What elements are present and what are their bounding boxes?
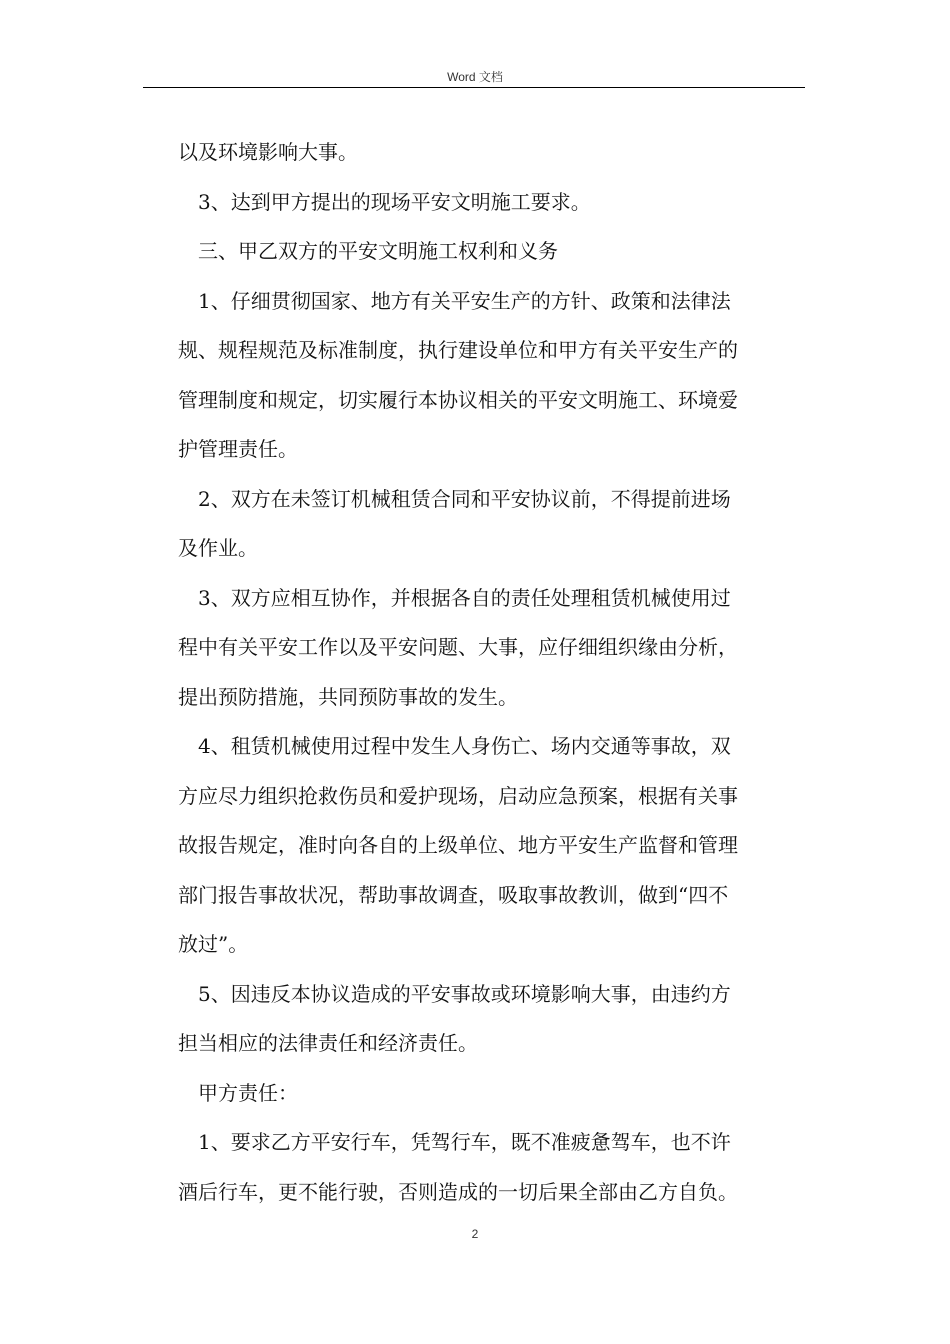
text-line: 1、仔细贯彻国家、地方有关平安生产的方针、政策和法律法 — [198, 288, 731, 313]
text-line: 甲方责任： — [198, 1080, 298, 1105]
text-line: 管理制度和规定，切实履行本协议相关的平安文明施工、环境爱 — [178, 387, 738, 412]
text-line: 程中有关平安工作以及平安问题、大事，应仔细组织缘由分析， — [178, 635, 738, 659]
page-number: 2 — [471, 1227, 479, 1241]
document-body — [178, 128, 810, 1217]
text-line: 4、租赁机械使用过程中发生人身伤亡、场内交通等事故，双 — [198, 734, 731, 758]
text-line: 部门报告事故状况，帮助事故调查，吸取事故教训，做到“四不 — [178, 882, 729, 907]
text-line: 护管理责任。 — [178, 437, 298, 461]
page-header-label: Word 文档 — [447, 70, 503, 84]
text-line: 规、规程规范及标准制度，执行建设单位和甲方有关平安生产的 — [178, 338, 738, 362]
text-line: 5、因违反本协议造成的平安事故或环境影响大事，由违约方 — [198, 981, 731, 1006]
text-line: 1、要求乙方平安行车，凭驾行车，既不准疲惫驾车，也不许 — [198, 1130, 731, 1154]
text-line: 以及环境影响大事。 — [178, 140, 358, 164]
text-line: 担当相应的法律责任和经济责任。 — [178, 1031, 478, 1055]
text-line: 酒后行车，更不能行驶，否则造成的一切后果全部由乙方自负。 — [178, 1179, 738, 1204]
text-line: 2、双方在未签订机械租赁合同和平安协议前，不得提前进场 — [198, 486, 731, 511]
text-line: 3、双方应相互协作，并根据各自的责任处理租赁机械使用过 — [198, 585, 731, 610]
header-divider — [143, 87, 805, 88]
text-line: 及作业。 — [178, 536, 258, 560]
text-line: 3、达到甲方提出的现场平安文明施工要求。 — [198, 189, 591, 214]
text-line: 方应尽力组织抢救伤员和爱护现场，启动应急预案，根据有关事 — [178, 783, 738, 808]
text-line: 放过”。 — [178, 932, 249, 956]
text-line: 故报告规定，准时向各自的上级单位、地方平安生产监督和管理 — [178, 833, 738, 857]
text-line: 三、甲乙双方的平安文明施工权利和义务 — [198, 239, 558, 263]
text-line: 提出预防措施，共同预防事故的发生。 — [178, 684, 518, 709]
